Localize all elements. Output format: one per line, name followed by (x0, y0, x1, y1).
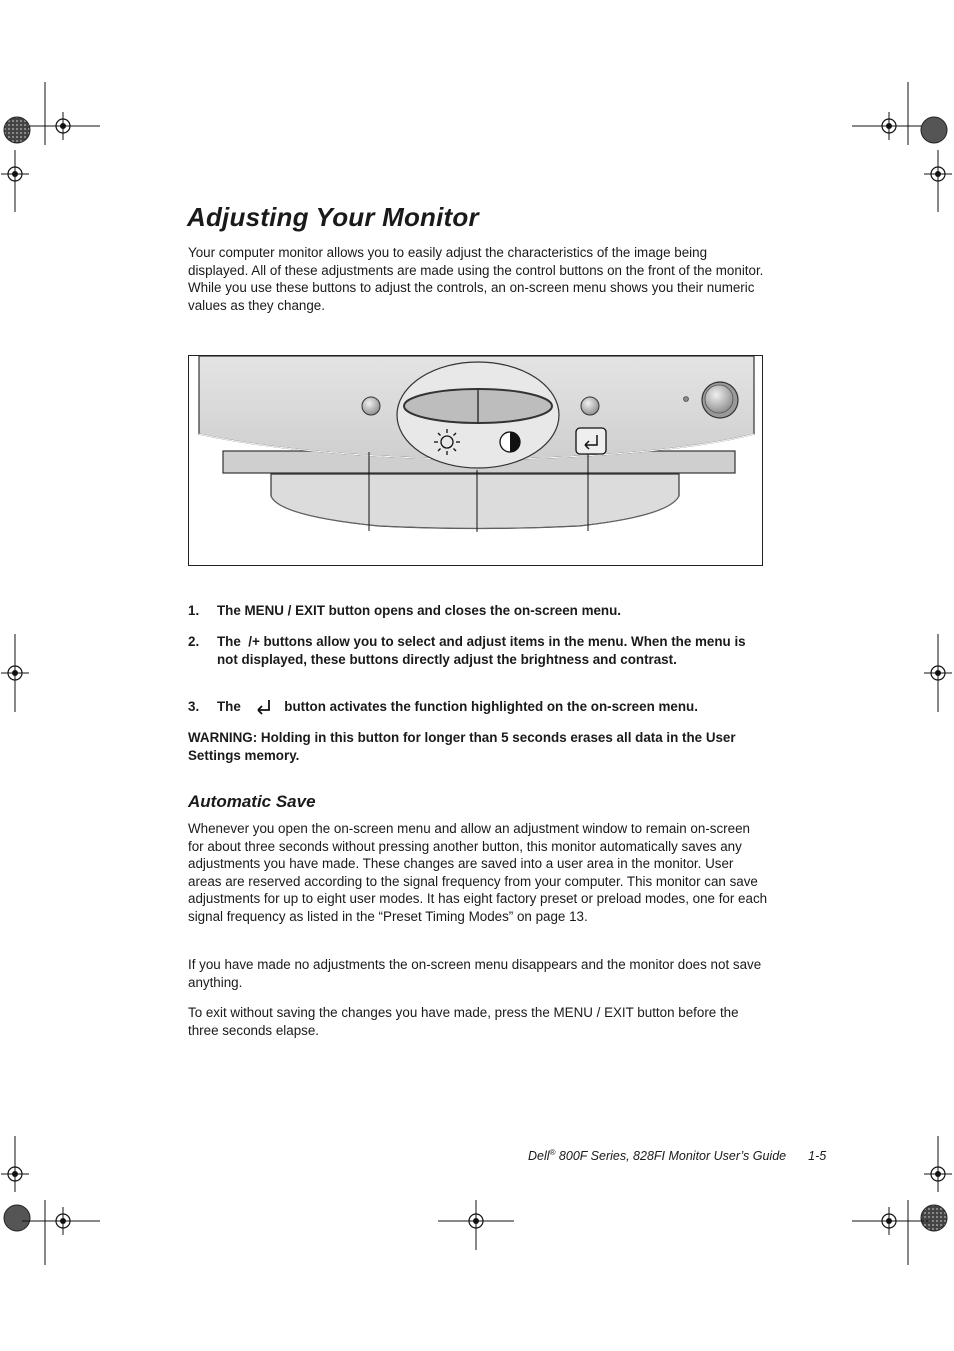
power-led (684, 397, 689, 402)
contrast-icon (500, 432, 520, 452)
body-paragraph: Whenever you open the on-screen menu and allow an adjustment window to remain on-screen for about three seconds without pressing another button, this monitor automatically saves any adjustments you have made. These changes are saved into a user area in the monitor. User areas are reserved according to the signal frequency from your computer. This monitor can save adjustments for up to eight user modes. It has eight factory preset or preload modes, one for each signal frequency as listed in the “Preset Timing Modes” on page 13. (188, 821, 768, 924)
enter-icon (245, 699, 281, 715)
page-title: Adjusting Your Monitor (187, 202, 479, 232)
menu-exit-button (362, 397, 380, 415)
power-button (705, 385, 733, 413)
crosshair-mark (49, 112, 77, 140)
enter-icon (576, 428, 606, 454)
body-paragraph: To exit without saving the changes you have made, press the MENU / EXIT button before the three seconds elapse. (188, 1005, 739, 1038)
warning-text: WARNING: Holding in this button for longer than 5 seconds erases all data in the User Settings memory. (188, 730, 736, 763)
intro-paragraph: Your computer monitor allows you to easily adjust the characteristics of the image being displayed. All of these adjustments are made using the control buttons on the front of the monitor. While you use these buttons to adjust the controls, an on-screen menu shows you their numeric values as they change. (188, 245, 764, 313)
monitor-illustration (189, 356, 762, 565)
list-item: 1. The MENU / EXIT button opens and closes the on-screen menu. (188, 603, 622, 618)
list-item: 2. The /+ buttons allow you to select and adjust items in the menu. When the menu is not displayed, these buttons directly adjust the brightness and contrast. (188, 634, 750, 667)
body-paragraph: If you have made no adjustments the on-screen menu disappears and the monitor does not save anything. (188, 957, 762, 990)
page-number: 1-5 (808, 1149, 827, 1164)
page-footer: Dell® 800F Series, 828FI Monitor User’s Guide 1-5 (528, 1148, 827, 1164)
section-heading: Automatic Save (188, 792, 316, 811)
list-item: 3. The button activates the function highlighted on the on-screen menu. (188, 699, 698, 714)
monitor-controls-figure (188, 355, 763, 566)
enter-button (581, 397, 599, 415)
